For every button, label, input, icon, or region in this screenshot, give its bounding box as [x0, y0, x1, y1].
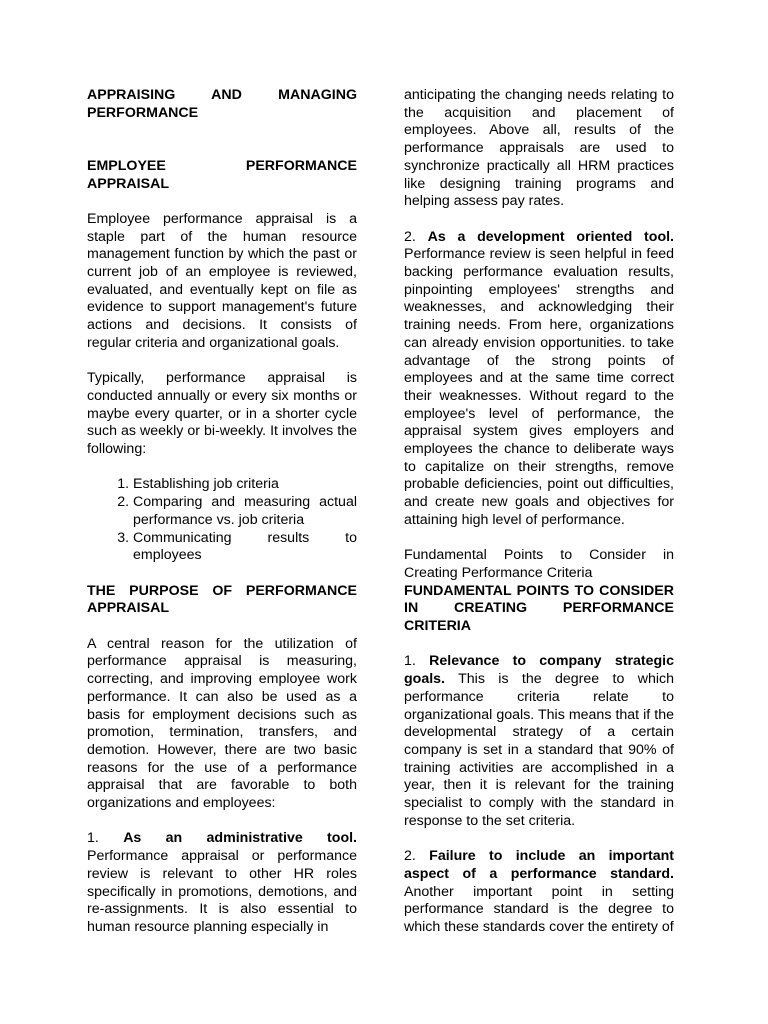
- paragraph-purpose: A central reason for the utilization of performance appraisal is measuring, correcting, and improving employee work performance. It can also be used as a basis for employment decisions such as promotion, termination, transfers, and demotion. However, there are two basic reasons for the use of a performance appraisal that are favorable to both organizations and employees:: [87, 635, 357, 812]
- left-column: [87, 87, 357, 937]
- item-title: Relevance to company strategic goals.: [404, 653, 674, 688]
- list-item: 3. Communicating results to employees: [133, 530, 357, 565]
- item-text: Performance appraisal or performance review is relevant to other HR roles specifically in promotions, demotions, and re-assignments. It is also essential to human resource planning especially in: [87, 848, 357, 935]
- item-number: 2.: [404, 228, 416, 245]
- paragraph-administrative-tool: [87, 830, 357, 936]
- item-text: This is the degree to which performance criteria relate to organizational goals. This means that if the developmental strategy of a certain company is set in a standard that 90% of training activities are accomplished in a year, then it is relevant for the training specialist to comply with the standard in response to the set criteria.: [404, 671, 675, 829]
- list-item: 1. Establishing job criteria: [133, 476, 357, 494]
- paragraph-continued: anticipating the changing needs relating to the acquisition and placement of employees. Above all, results of the performance appraisals are used to synchronize practically all HRM practices like designing training programs and helping assess pay rates.: [404, 87, 674, 210]
- item-title: Failure to include an important aspect of a performance standard.: [404, 848, 674, 882]
- paragraph-failure-to-include: [404, 848, 674, 937]
- paragraph-definition: Employee performance appraisal is a staple part of the human resource management function by which the past or current job of an employee is reviewed, evaluated, and eventually kept on file as evidence to support management's future actions and decisions. It consists of regular criteria and organizational goals.: [87, 210, 357, 351]
- heading-purpose: THE PURPOSE OF PERFORMANCE APPRAISAL: [87, 582, 357, 617]
- item-text: Another important point in setting performance standard is the degree to which these standards cover the entirety of: [404, 883, 674, 935]
- paragraph-relevance: [404, 653, 674, 830]
- heading-fundamental-points: FUNDAMENTAL POINTS TO CONSIDER IN CREATING PERFORMANCE CRITERIA: [404, 582, 674, 635]
- document-title: APPRAISING AND MANAGING PERFORMANCE: [87, 87, 357, 121]
- right-column: [404, 87, 674, 937]
- item-title: As an administrative tool.: [123, 830, 358, 847]
- heading-employee-performance-appraisal: EMPLOYEE PERFORMANCE APPRAISAL: [87, 157, 357, 192]
- list-item: 2. Comparing and measuring actual performance vs. job criteria: [133, 494, 357, 529]
- appraisal-steps-list: [87, 476, 357, 565]
- item-title: As a development oriented tool.: [427, 228, 674, 245]
- paragraph-frequency: Typically, performance appraisal is conducted annually or every six months or maybe every quarter, or in a shorter cycle such as weekly or bi-weekly. It involves the following:: [87, 370, 357, 458]
- subheading-plain: Fundamental Points to Consider in Creating Performance Criteria: [404, 547, 674, 581]
- item-text: Performance review is seen helpful in feed backing performance evaluation results, pinpointing employees' strengths and weaknesses, and acknowledging their training needs. From here, organizations can already envision opportunities. to take advantage of the strong points of employees and at the same time correct their weaknesses. Without regard to the employee's level of performance, the appraisal system gives employers and employees the chance to deliberate ways to capitalize on their strengths, remove probable deficiencies, point out difficulties, and create new goals and objectives for attaining high level of performance.: [404, 246, 674, 528]
- item-number: 1.: [404, 653, 416, 670]
- paragraph-development-tool: [404, 229, 674, 530]
- item-number: 2.: [404, 848, 416, 865]
- item-number: 1.: [87, 830, 99, 847]
